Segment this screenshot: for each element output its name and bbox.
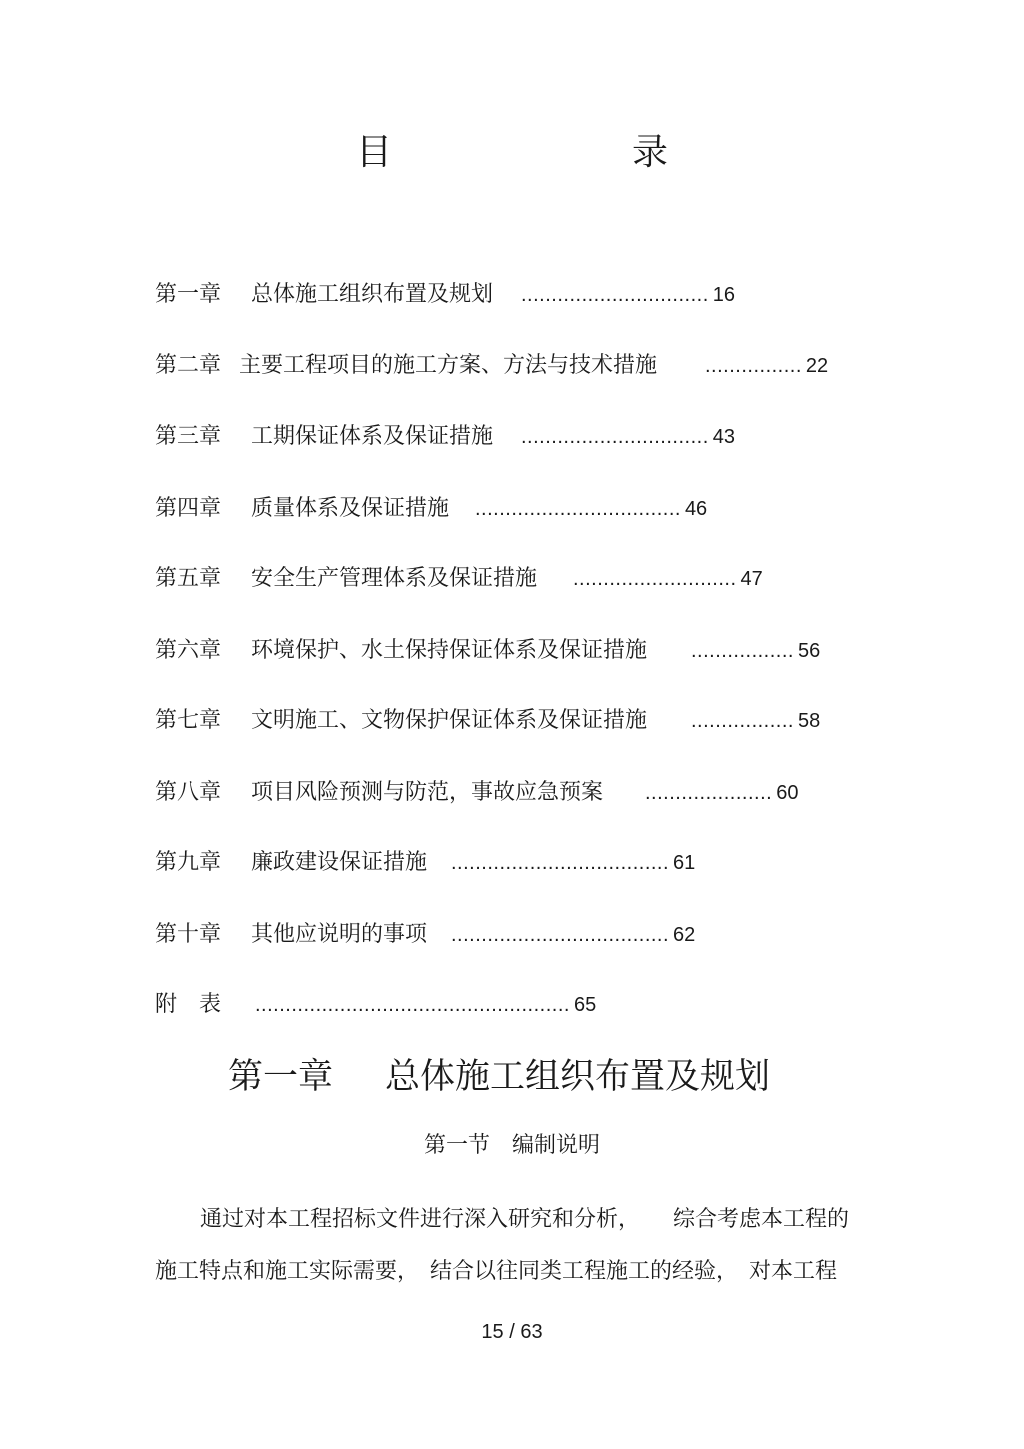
toc-page-number: 47	[740, 568, 763, 590]
toc-chapter-label: 第六章	[155, 638, 222, 663]
toc-entry-title: 质量体系及保证措施	[251, 496, 450, 521]
toc-chapter-label: 第三章	[155, 424, 222, 449]
toc-entry-title: 环境保护、水土保持保证体系及保证措施	[251, 638, 648, 663]
toc-entry-title: 其他应说明的事项	[251, 922, 428, 947]
toc-title: 目 录	[355, 132, 724, 173]
toc-page-number: 65	[573, 994, 597, 1016]
toc-entry-title: 总体施工组织布置及规划	[251, 282, 494, 307]
chapter-heading	[228, 1052, 770, 1102]
toc-entry-6[interactable]	[155, 635, 820, 667]
toc-page-number: 62	[673, 924, 696, 946]
toc-entry-5[interactable]	[155, 563, 763, 595]
toc-leader-dots: ................	[705, 355, 802, 377]
toc-entry-title: 文明施工、文物保护保证体系及保证措施	[251, 708, 648, 733]
toc-leader-dots: ..................................	[475, 498, 681, 520]
toc-page-number: 46	[684, 498, 708, 520]
toc-leader-dots: ....................................	[451, 852, 670, 874]
toc-entry-2[interactable]	[155, 350, 828, 382]
toc-leader-dots: .................	[691, 710, 794, 732]
toc-page-number: 56	[797, 640, 821, 662]
toc-page-number: 43	[712, 426, 736, 448]
toc-leader-dots: ...............................	[521, 426, 709, 448]
toc-chapter-label: 第二章	[155, 353, 222, 378]
body-paragraph-line-2: 施工特点和施工实际需要， 结合以往同类工程施工的经验， 对本工程	[155, 1259, 838, 1284]
toc-chapter-label: 第一章	[155, 282, 222, 307]
toc-entry-4[interactable]	[155, 493, 707, 525]
toc-entry-title: 廉政建设保证措施	[251, 850, 428, 875]
toc-entry-8[interactable]	[155, 777, 798, 809]
toc-chapter-label: 第八章	[155, 780, 222, 805]
section-heading: 第一节 编制说明	[423, 1133, 600, 1158]
toc-page-number: 60	[776, 782, 799, 804]
toc-entry-10[interactable]	[155, 919, 695, 951]
toc-leader-dots: .................	[691, 640, 794, 662]
toc-leader-dots: ....................................................	[255, 994, 570, 1016]
toc-page-number: 61	[673, 852, 696, 874]
toc-page-number: 22	[805, 355, 829, 377]
toc-chapter-label: 第七章	[155, 708, 222, 733]
toc-chapter-label: 第四章	[155, 496, 222, 521]
toc-leader-dots: ...............................	[521, 284, 709, 306]
toc-entry-9[interactable]	[155, 847, 695, 879]
toc-entry-1[interactable]	[155, 279, 735, 311]
toc-chapter-label: 第十章	[155, 922, 222, 947]
toc-entry-3[interactable]	[155, 421, 735, 453]
chapter-number: 第一章	[228, 1057, 334, 1097]
toc-chapter-label: 附 表	[155, 992, 222, 1017]
toc-entry-title: 工期保证体系及保证措施	[251, 424, 494, 449]
toc-leader-dots: ....................................	[451, 924, 670, 946]
toc-entry-title: 项目风险预测与防范，事故应急预案	[251, 780, 604, 805]
toc-chapter-label: 第五章	[155, 566, 222, 591]
toc-leader-dots: .....................	[645, 782, 773, 804]
toc-page-number: 58	[797, 710, 821, 732]
page-number: 15 / 63	[481, 1321, 543, 1343]
toc-leader-dots: ...........................	[573, 568, 737, 590]
toc-entry-7[interactable]	[155, 705, 820, 737]
body-paragraph-line-1: 通过对本工程招标文件进行深入研究和分析， 综合考虑本工程的	[200, 1207, 850, 1232]
toc-chapter-label: 第九章	[155, 850, 222, 875]
toc-page-number: 16	[712, 284, 736, 306]
toc-entry-title: 主要工程项目的施工方案、方法与技术措施	[239, 353, 658, 378]
toc-entry-appendix[interactable]	[155, 989, 596, 1021]
toc-entry-title: 安全生产管理体系及保证措施	[251, 566, 538, 591]
chapter-title: 总体施工组织布置及规划	[385, 1057, 771, 1097]
